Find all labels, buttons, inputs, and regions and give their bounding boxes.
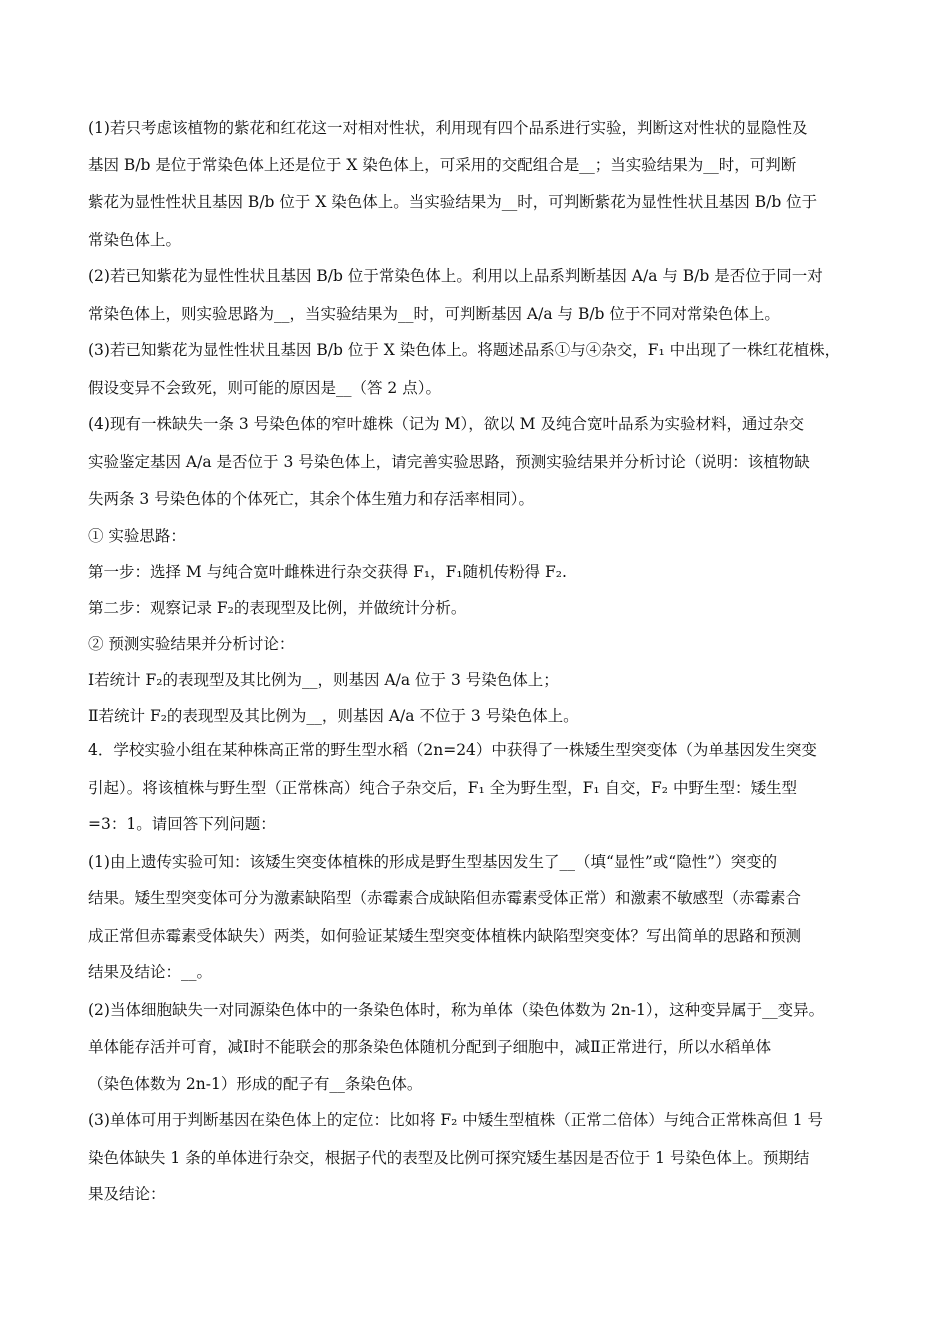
text-line: (2)若已知紫花为显性性状且基因 B/b 位于常染色体上。利用以上品系判断基因 A/a 与 B/b 是否位于同一对 <box>88 267 823 285</box>
text-line: 常染色体上。 <box>88 231 182 249</box>
text-line: ① 实验思路： <box>88 527 186 545</box>
text-line: 成正常但赤霉素受体缺失）两类，如何验证某矮生型突变体植株内缺陷型突变体？写出简单的思路和预测 <box>88 927 802 945</box>
text-line: (1)由上遗传实验可知：该矮生突变体植株的形成是野生型基因发生了__（填“显性”或“隐性”）突变的 <box>88 853 778 871</box>
text-line: （染色体数为 2n-1）形成的配子有__条染色体。 <box>88 1075 423 1093</box>
text-line: Ⅰ若统计 F₂的表现型及其比例为__，则基因 A/a 位于 3 号染色体上； <box>88 671 559 689</box>
text-line: ② 预测实验结果并分析讨论： <box>88 635 295 653</box>
text-line: 染色体缺失 1 条的单体进行杂交，根据子代的表型及比例可探究矮生基因是否位于 1 号染色体上。预期结 <box>88 1149 810 1167</box>
text-line: 基因 B/b 是位于常染色体上还是位于 X 染色体上，可采用的交配组合是__；当实验结果为__时，可判断 <box>88 156 797 174</box>
text-line: (4)现有一株缺失一条 3 号染色体的窄叶雄株（记为 M），欲以 M 及纯合宽叶品系为实验材料，通过杂交 <box>88 415 804 433</box>
text-line: 常染色体上，则实验思路为__，当实验结果为__时，可判断基因 A/a 与 B/b 位于不同对常染色体上。 <box>88 305 780 323</box>
text-line: 结果。矮生型突变体可分为激素缺陷型（赤霉素合成缺陷但赤霉素受体正常）和激素不敏感型（赤霉素合 <box>88 889 802 907</box>
text-line: (3)若已知紫花为显性性状且基因 B/b 位于 X 染色体上。将题述品系①与④杂交，F₁ 中出现了一株红花植株， <box>88 341 841 359</box>
text-line: (3)单体可用于判断基因在染色体上的定位：比如将 F₂ 中矮生型植株（正常二倍体）与纯合正常株高但 1 号 <box>88 1111 823 1129</box>
text-line: (1)若只考虑该植物的紫花和红花这一对相对性状，利用现有四个品系进行实验，判断这对性状的显隐性及 <box>88 119 808 137</box>
text-line: 假设变异不会致死，则可能的原因是__（答 2 点）。 <box>88 379 441 397</box>
text-line: =3：1。请回答下列问题： <box>88 815 276 833</box>
text-line: 第一步：选择 M 与纯合宽叶雌株进行杂交获得 F₁，F₁随机传粉得 F₂. <box>88 563 567 581</box>
text-line: Ⅱ若统计 F₂的表现型及其比例为__，则基因 A/a 不位于 3 号染色体上。 <box>88 707 579 725</box>
text-line: 结果及结论：__。 <box>88 963 213 981</box>
text-line: 果及结论： <box>88 1185 166 1203</box>
text-line: 第二步：观察记录 F₂的表现型及比例，并做统计分析。 <box>88 599 467 617</box>
text-line: 实验鉴定基因 A/a 是否位于 3 号染色体上，请完善实验思路，预测实验结果并分析讨论（说明：该植物缺 <box>88 453 810 471</box>
text-line: 引起）。将该植株与野生型（正常株高）纯合子杂交后，F₁ 全为野生型，F₁ 自交，F₂ 中野生型：矮生型 <box>88 779 797 797</box>
text-line: 失两条 3 号染色体的个体死亡，其余个体生殖力和存活率相同）。 <box>88 490 534 508</box>
text-line: 紫花为显性性状且基因 B/b 位于 X 染色体上。当实验结果为__时，可判断紫花为显性性状且基因 B/b 位于 <box>88 193 818 211</box>
text-line: 单体能存活并可育，减Ⅰ时不能联会的那条染色体随机分配到子细胞中，减Ⅱ正常进行，所以水稻单体 <box>88 1038 772 1056</box>
text-line: 4．学校实验小组在某种株高正常的野生型水稻（2n=24）中获得了一株矮生型突变体（为单基因发生突变 <box>88 741 817 759</box>
text-line: (2)当体细胞缺失一对同源染色体中的一条染色体时，称为单体（染色体数为 2n-1），这种变异属于__变异。 <box>88 1001 825 1019</box>
